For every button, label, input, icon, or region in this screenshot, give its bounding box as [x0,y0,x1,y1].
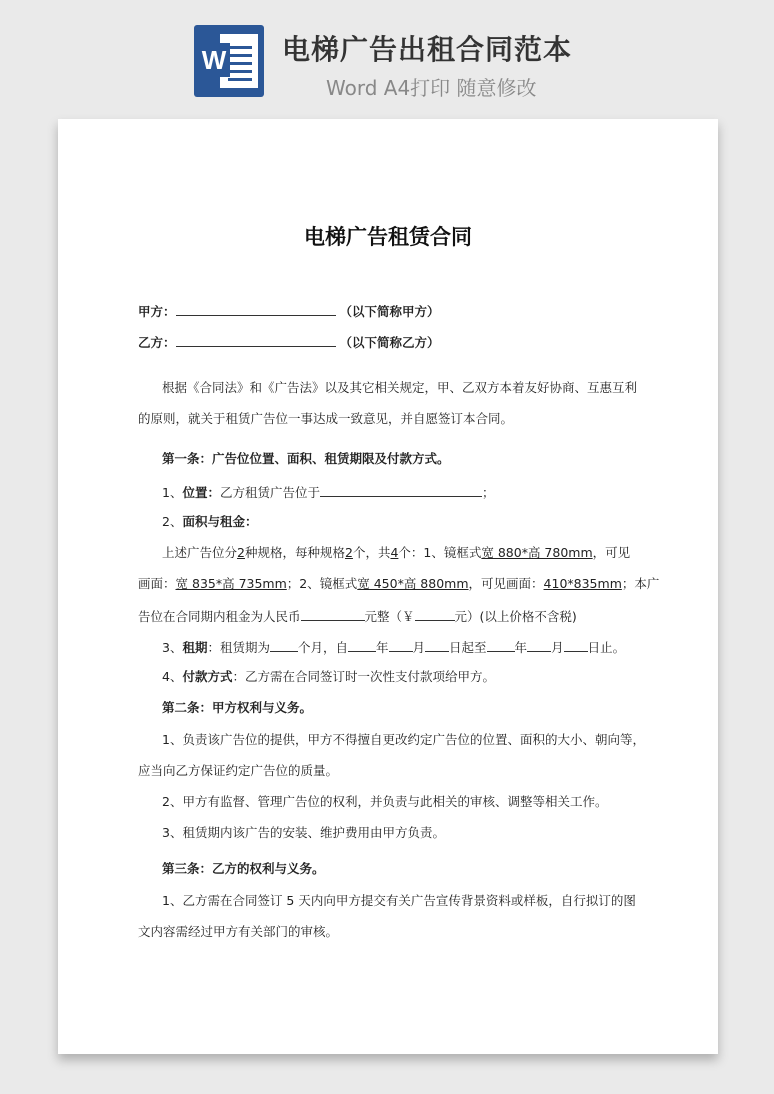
watermark [91,449,111,473]
frame-size-1: 宽 880*高 780mm [481,545,593,560]
text: 日起至 [449,640,487,655]
location-blank[interactable] [320,483,482,497]
end-year-blank[interactable] [487,638,515,652]
text: ；本广 [621,576,660,591]
start-day-blank[interactable] [425,638,449,652]
text: 种规格，每种规格 [244,545,345,560]
page-header [0,0,774,118]
text: 元）(以上价格不含税) [454,609,577,624]
intro-line-1: 根据《合同法》和《广告法》以及其它相关规定，甲、乙双方本着友好协商、互惠互利 [162,380,638,395]
article-3-title: 第三条：乙方的权利与义务。 [162,861,325,876]
text: ：租赁期为 [207,640,270,655]
word-icon [194,25,264,97]
text: 告位在合同期内租金为人民币 [138,609,301,624]
text: 年 [376,640,389,655]
start-year-blank[interactable] [348,638,376,652]
visible-size-1: 宽 835*高 735mm [175,576,287,591]
text: 个，共 [352,545,391,560]
document-page [58,119,718,1054]
per-spec-count: 2 [344,545,353,560]
text: ；2、镜框式 [286,576,358,591]
clause-3-1-line-2: 文内容需经过甲方有关部门的审核。 [138,924,339,939]
text: 年 [514,640,528,655]
total-count: 4 [390,545,399,560]
clause-end: ； [481,485,495,500]
header-title: 电梯广告出租合同范本 [282,33,573,66]
text: 元整（￥ [364,609,415,624]
spec-count: 2 [237,545,245,560]
clause-text: 乙方租赁广告位于 [219,485,320,500]
clause-label: 面积与租金： [182,514,258,529]
months-blank[interactable] [270,638,298,652]
text: 个月，自 [297,640,348,655]
article-2-title: 第二条：甲方权利与义务。 [162,700,313,715]
clause-num: 3、 [162,640,183,655]
party-b-blank[interactable] [176,333,336,347]
frame-size-2: 宽 450*高 880mm [357,576,469,591]
clause-2-2: 2、甲方有监督、管理广告位的权利，并负责与此相关的审核、调整等相关工作。 [162,794,608,809]
clause-1-3 [162,638,662,656]
start-month-blank[interactable] [389,638,413,652]
end-month-blank[interactable] [527,638,551,652]
intro-line-2: 的原则，就关于租赁广告位一事达成一致意见，并自愿签订本合同。 [138,411,514,426]
clause-label: 付款方式 [182,669,233,684]
text: 日止。 [587,640,626,655]
party-a-note: （以下简称甲方） [339,304,440,319]
clause-num: 2、 [162,514,183,529]
clause-1-1 [162,483,662,501]
article-1-title: 第一条：广告位位置、面积、租赁期限及付款方式。 [162,451,450,466]
rent-amount-blank[interactable] [301,607,365,621]
text: 月 [551,640,564,655]
visible-size-2: 410*835mm [543,576,622,591]
text: ，可见画面： [468,576,544,591]
clause-num: 4、 [162,669,183,684]
clause-num: 1、 [162,485,183,500]
word-letter: W [198,43,230,77]
text: 月 [412,640,426,655]
document-title: 电梯广告租赁合同 [304,225,472,249]
party-b-line [138,333,638,351]
party-a-line [138,302,638,320]
rent-number-blank[interactable] [415,607,455,621]
spec-line-2 [138,576,660,592]
party-a-blank[interactable] [176,302,336,316]
clause-1-4 [162,669,662,685]
clause-1-2 [162,514,662,530]
clause-3-1-line-1: 1、乙方需在合同签订 5 天内向甲方提交有关广告宣传背景资料或样板，自行拟订的图 [162,893,636,908]
text: 画面： [138,576,176,591]
clause-2-1-line-1: 1、负责该广告位的提供，甲方不得擅自更改约定广告位的位置、面积的大小、朝向等， [162,732,645,747]
party-a-label: 甲方： [138,304,176,319]
clause-2-1-line-2: 应当向乙方保证约定广告位的质量。 [138,763,339,778]
spec-line-1 [162,545,662,561]
text: 上述广告位分 [162,545,238,560]
text: 个：1、镜框式 [398,545,482,560]
party-b-label: 乙方： [138,335,176,350]
clause-label: 租期 [182,640,208,655]
text: ，可见 [592,545,631,560]
clause-2-3: 3、租赁期内该广告的安装、维护费用由甲方负责。 [162,825,445,840]
header-subtitle: Word A4打印 随意修改 [326,76,537,100]
end-day-blank[interactable] [564,638,588,652]
clause-text: ：乙方需在合同签订时一次性支付款项给甲方。 [232,669,495,684]
party-b-note: （以下简称乙方） [339,335,440,350]
rent-line [138,607,638,625]
clause-label: 位置： [182,485,220,500]
